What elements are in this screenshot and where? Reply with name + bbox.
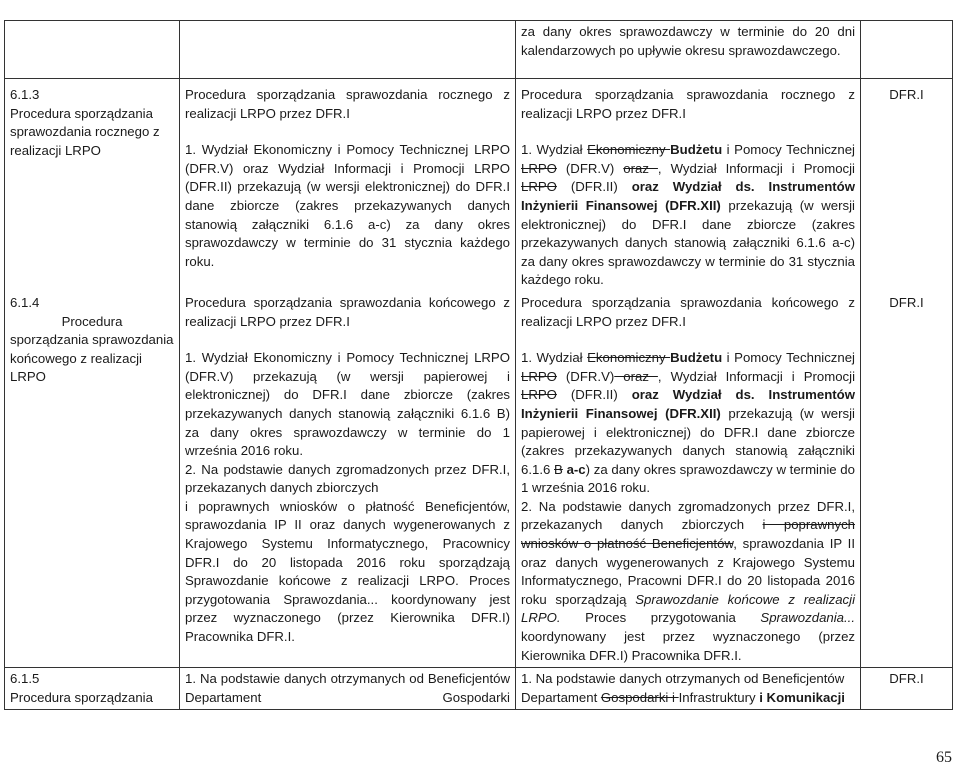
new-paragraph: 2. Na podstawie danych zgromadzonych przez DFR.I, przekazanych danych zbiorczych i poprawnych wniosków o płatność Beneficjentów, sprawozdania IP II oraz danych wygenerowanych z Krajowego Systemu Informatycznego, Pracowni DFR.I do 20 listopada 2016 roku sporządzają Sprawozdanie końcowe z realizacji LRPO. Proces przygotowania Sprawozdania... koordynowany jest przez wyznaczonego (przez Kierownika DFR.I) Pracownika DFR.I. xyxy=(521,498,855,663)
unit-label: DFR.I xyxy=(889,87,924,102)
cell-new-text xyxy=(516,668,861,710)
old-paragraph: 2. Na podstawie danych zgromadzonych przez DFR.I, przekazanych danych zbiorczych xyxy=(185,461,510,496)
cell-old-text xyxy=(180,79,516,292)
old-title: Procedura sporządzania sprawozdania rocznego z realizacji LRPO przez DFR.I xyxy=(185,87,510,121)
cell-unit xyxy=(861,79,953,292)
table-row xyxy=(5,79,953,292)
new-paragraph: 1. Na podstawie danych otrzymanych od Beneficjentów Departament Gospodarki i Infrastruktury i Komunikacji xyxy=(521,671,845,705)
new-paragraph: 1. Wydział Ekonomiczny Budżetu i Pomocy Technicznej LRPO (DFR.V) oraz , Wydział Informacji i Promocji LRPO (DFR.II) oraz Wydział ds. Instrumentów Inżynierii Finansowej (DFR.XII) przekazują (w wersji elektronicznej) do DFR.I dane zbiorcze (zakres przekazywanych danych stanowią załączniki 6.1.6 a-c) za dany okres sprawozdawczy w terminie do 31 stycznia każdego roku. xyxy=(521,142,855,288)
cell-new-text xyxy=(516,21,861,79)
procedure-number: 6.1.5 xyxy=(10,671,40,687)
continuation-text: za dany okres sprawozdawczy w terminie do 20 dni kalendarzowych po upływie okresu sprawozdawczego. xyxy=(521,24,855,58)
old-paragraph: 1. Wydział Ekonomiczny i Pomocy Technicznej LRPO (DFR.V) przekazują (w wersji papierowej i elektronicznej) do DFR.I dane zbiorcze (zakres przekazywanych danych stanowią załączniki 6.1.6 B) za dany okres sprawozdawczy w terminie do 1 września 2016 roku. xyxy=(185,350,510,459)
cell-procedure-id xyxy=(5,292,180,668)
new-title: Procedura sporządzania sprawozdania rocznego z realizacji LRPO przez DFR.I xyxy=(521,87,855,121)
cell-empty xyxy=(180,21,516,79)
table-row xyxy=(5,668,953,710)
cell-old-text xyxy=(180,292,516,668)
procedure-name: Procedura sporządzania xyxy=(10,689,153,705)
cell-new-text xyxy=(516,79,861,292)
old-paragraph: 1. Na podstawie danych otrzymanych od Beneficjentów Departament Gospodarki xyxy=(185,671,510,705)
table-row xyxy=(5,21,953,79)
new-title: Procedura sporządzania sprawozdania końcowego z realizacji LRPO przez DFR.I xyxy=(521,294,855,329)
cell-unit xyxy=(861,292,953,668)
old-title: Procedura sporządzania sprawozdania końcowego z realizacji LRPO przez DFR.I xyxy=(185,294,510,329)
procedure-number: 6.1.3 xyxy=(10,87,40,102)
page-number: 65 xyxy=(936,749,952,766)
cell-old-text xyxy=(180,668,516,710)
new-paragraph: 1. Wydział Ekonomiczny Budżetu i Pomocy Technicznej LRPO (DFR.V) oraz , Wydział Informacji i Promocji LRPO (DFR.II) oraz Wydział ds. Instrumentów Inżynierii Finansowej (DFR.XII) przekazują (w wersji papierowej i elektronicznej) do DFR.I dane zbiorcze (zakres przekazywanych danych stanowią załączniki 6.1.6 B a-c) za dany okres sprawozdawczy w terminie do 1 września 2016 roku. xyxy=(521,350,855,496)
procedure-name: sporządzania sprawozdania końcowego z realizacji LRPO xyxy=(10,332,174,385)
cell-procedure-id xyxy=(5,668,180,710)
cell-unit xyxy=(861,668,953,710)
cell-empty xyxy=(5,21,180,79)
procedure-name: Procedura xyxy=(61,313,123,329)
unit-label: DFR.I xyxy=(889,294,924,310)
cell-new-text xyxy=(516,292,861,668)
cell-procedure-id xyxy=(5,79,180,292)
table-row xyxy=(5,292,953,668)
procedure-number: 6.1.4 xyxy=(10,294,40,310)
old-paragraph: 1. Wydział Ekonomiczny i Pomocy Technicznej LRPO (DFR.V) oraz Wydział Informacji i Promocji LRPO (DFR.II) przekazują (w wersji elektronicznej) do DFR.I dane zbiorcze (zakres przekazywanych danych stanowią załączniki 6.1.6 a-c) za dany okres sprawozdawczy w terminie do 31 stycznia każdego roku. xyxy=(185,142,510,269)
unit-label: DFR.I xyxy=(889,671,924,687)
procedure-name: Procedura sporządzania sprawozdania rocznego z realizacji LRPO xyxy=(10,105,160,158)
old-paragraph: i poprawnych wniosków o płatność Beneficjentów, sprawozdania IP II oraz danych wygenerowanych z Krajowego Systemu Informatycznego, Pracownicy DFR.I do 20 listopada 2016 roku sporządzają Sprawozdanie końcowe z realizacji LRPO. Proces przygotowania Sprawozdania... koordynowany jest przez wyznaczonego (przez Kierownika DFR.I) Pracownika DFR.I. xyxy=(185,498,510,645)
comparison-table xyxy=(4,20,953,710)
cell-empty xyxy=(861,21,953,79)
